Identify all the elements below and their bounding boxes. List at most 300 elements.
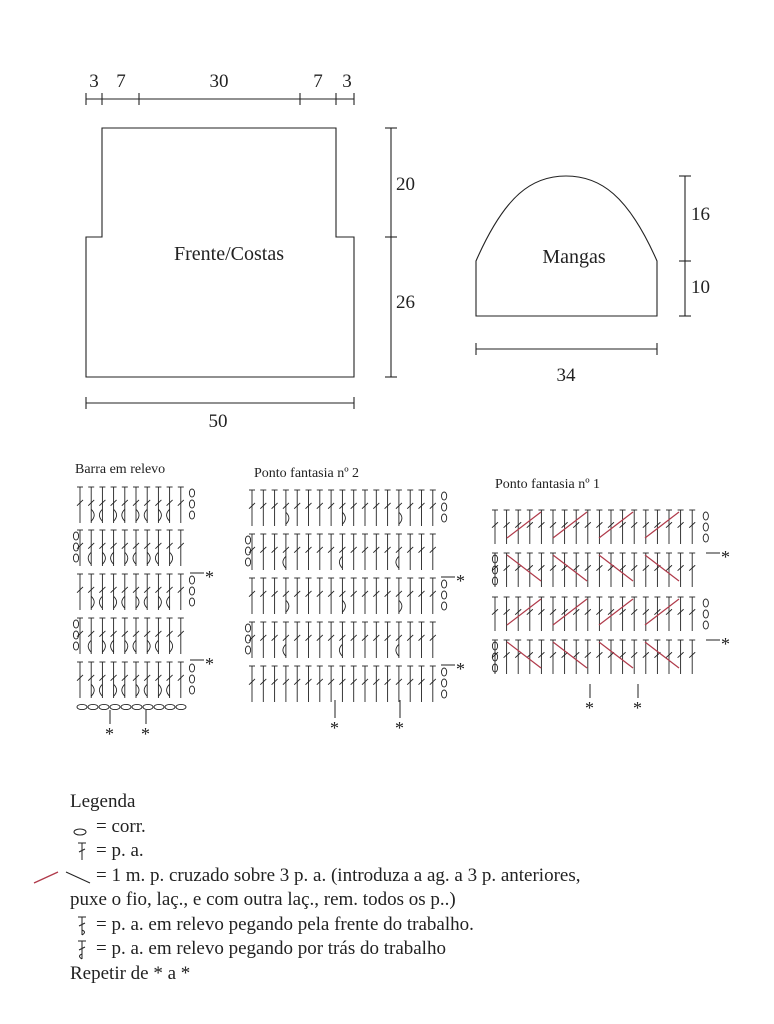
dc-stitch <box>373 578 379 614</box>
dc-stitch <box>631 640 637 674</box>
legend-cruzado-continued: puxe o fio, laç., e com outra laç., rem. todos os p..) <box>70 889 456 910</box>
dc-stitch <box>339 666 345 702</box>
repeat-star: * <box>585 698 594 718</box>
dc-stitch <box>666 510 672 544</box>
dc-stitch <box>122 487 128 523</box>
dc-stitch <box>122 662 128 698</box>
dc-stitch <box>144 487 150 523</box>
crossed-stitch <box>645 555 679 581</box>
legend-cruzado-text: = 1 m. p. cruzado sobre 3 p. a. (introduza a ag. a 3 p. anteriores, <box>96 864 581 886</box>
dc-stitch <box>111 618 117 654</box>
dc-stitch <box>272 534 278 570</box>
crossed-stitch <box>599 512 633 538</box>
dc-stitch <box>167 530 173 566</box>
dc-stitch <box>328 534 334 570</box>
chain-stitch <box>143 704 153 709</box>
sleeve-label: Mangas <box>542 246 606 268</box>
dc-stitch <box>527 553 533 587</box>
dc-stitch <box>631 597 637 631</box>
dc-stitch <box>167 487 173 523</box>
dc-stitch <box>328 666 334 702</box>
chain-stitch <box>442 591 447 599</box>
dc-stitch <box>77 662 83 698</box>
dc-stitch <box>419 490 425 526</box>
dc-stitch <box>306 534 312 570</box>
dc-stitch <box>373 534 379 570</box>
repeat-star: * <box>395 718 404 738</box>
crossed-stitch <box>599 642 633 668</box>
chain-stitch <box>132 704 142 709</box>
legend-relevo-tras <box>70 937 760 962</box>
dc-stitch <box>99 618 105 654</box>
dc-stitch <box>620 640 626 674</box>
chain-stitch <box>73 543 78 551</box>
chain-stitch <box>189 598 194 606</box>
crossed-stitch <box>553 599 587 625</box>
dc-stitch <box>620 510 626 544</box>
dc-stitch <box>260 490 266 526</box>
dc-stitch <box>527 510 533 544</box>
dc-stitch <box>88 487 94 523</box>
dc-stitch <box>339 622 345 658</box>
dc-stitch <box>306 578 312 614</box>
dc-stitch <box>178 487 184 523</box>
dc-stitch <box>178 530 184 566</box>
dc-stitch <box>362 622 368 658</box>
dc-stitch <box>407 622 413 658</box>
dc-stitch <box>385 534 391 570</box>
legend-title: Legenda <box>70 791 136 812</box>
legend-pa-text: = p. a. <box>96 840 144 861</box>
dc-stitch <box>88 618 94 654</box>
dc-stitch <box>562 640 568 674</box>
chain-stitch <box>189 686 194 694</box>
dim-top-4: 7 <box>313 71 323 92</box>
dc-stitch <box>666 553 672 587</box>
chain-stitch <box>189 587 194 595</box>
dc-stitch <box>317 622 323 658</box>
dc-stitch <box>272 666 278 702</box>
dc-stitch <box>631 510 637 544</box>
dc-stitch <box>419 622 425 658</box>
dc-stitch <box>678 510 684 544</box>
dc-stitch <box>430 490 436 526</box>
dc-stitch <box>351 622 357 658</box>
dc-stitch <box>249 578 255 614</box>
chain-stitch <box>703 621 708 629</box>
dc-stitch <box>155 530 161 566</box>
dc-stitch <box>504 597 510 631</box>
dc-stitch <box>317 578 323 614</box>
dc-stitch <box>339 534 345 570</box>
dc-stitch <box>678 597 684 631</box>
dc-stitch <box>504 640 510 674</box>
dc-stitch <box>77 487 83 523</box>
chain-stitch <box>77 704 87 709</box>
dc-stitch <box>550 553 556 587</box>
dc-stitch <box>689 553 695 587</box>
dc-stitch <box>178 574 184 610</box>
chain-stitch <box>442 690 447 698</box>
dc-stitch <box>538 640 544 674</box>
chain-stitch <box>703 534 708 542</box>
dc-stitch <box>133 618 139 654</box>
legend-corr-text: = corr. <box>96 815 146 837</box>
repeat-star: * <box>456 659 465 679</box>
chain-stitch <box>110 704 120 709</box>
dc-stitch <box>306 622 312 658</box>
dc-stitch <box>155 487 161 523</box>
chain-stitch <box>442 679 447 687</box>
dc-stitch <box>396 666 402 702</box>
dc-stitch <box>407 490 413 526</box>
dc-stitch <box>351 490 357 526</box>
dc-stitch <box>562 553 568 587</box>
crossed-stitch <box>599 599 633 625</box>
dc-stitch <box>88 574 94 610</box>
dc-stitch <box>111 574 117 610</box>
dc-stitch <box>573 640 579 674</box>
dc-stitch <box>689 597 695 631</box>
chain-stitch <box>245 558 250 566</box>
legend-relevo-frente <box>70 913 760 938</box>
dc-stitch <box>666 597 672 631</box>
dc-stitch <box>283 490 289 526</box>
dc-stitch <box>155 618 161 654</box>
dc-stitch <box>643 510 649 544</box>
dc-stitch <box>99 574 105 610</box>
dc-stitch <box>419 578 425 614</box>
chain-stitch <box>73 642 78 650</box>
dc-stitch <box>492 510 498 544</box>
chain-stitch <box>165 704 175 709</box>
crossed-stitch <box>645 642 679 668</box>
dc-stitch <box>585 640 591 674</box>
chain-stitch <box>154 704 164 709</box>
dc-stitch <box>328 490 334 526</box>
dc-stitch <box>596 510 602 544</box>
dim-top-1: 3 <box>89 71 99 92</box>
repeat-star: * <box>141 724 150 744</box>
dc-stitch <box>99 487 105 523</box>
dc-stitch <box>419 534 425 570</box>
crossed-stitch <box>645 599 679 625</box>
dc-stitch <box>167 662 173 698</box>
chain-stitch <box>442 514 447 522</box>
dc-stitch <box>155 662 161 698</box>
dc-stitch <box>596 553 602 587</box>
chain-stitch <box>176 704 186 709</box>
dc-stitch <box>339 490 345 526</box>
chain-stitch <box>73 631 78 639</box>
chain-stitch <box>189 500 194 508</box>
dc-stitch <box>283 534 289 570</box>
dc-stitch <box>407 534 413 570</box>
dc-stitch <box>585 553 591 587</box>
crossed-stitch <box>553 555 587 581</box>
dc-stitch <box>167 618 173 654</box>
dc-stitch <box>396 534 402 570</box>
fantasia1-title: Ponto fantasia nº 1 <box>495 477 601 492</box>
legend-pa <box>70 839 760 864</box>
chain-stitch <box>245 624 250 632</box>
crossed-stitch <box>599 555 633 581</box>
dc-stitch <box>492 597 498 631</box>
dc-stitch <box>596 640 602 674</box>
dc-stitch <box>339 578 345 614</box>
chain-stitch <box>121 704 131 709</box>
dc-stitch <box>492 553 498 587</box>
repeat-star: * <box>721 634 730 654</box>
dc-stitch <box>283 666 289 702</box>
chain-stitch <box>245 635 250 643</box>
body-width: 50 <box>208 411 228 432</box>
dc-stitch <box>144 574 150 610</box>
dc-stitch <box>527 640 533 674</box>
chain-stitch <box>703 512 708 520</box>
dc-stitch <box>362 666 368 702</box>
dc-stitch <box>133 662 139 698</box>
dc-stitch <box>689 510 695 544</box>
crossed-stitch <box>553 642 587 668</box>
dc-stitch <box>373 666 379 702</box>
dc-stitch <box>260 578 266 614</box>
dc-stitch <box>527 597 533 631</box>
chain-stitch <box>189 664 194 672</box>
dc-stitch <box>178 662 184 698</box>
dc-stitch <box>155 574 161 610</box>
dc-stitch <box>573 510 579 544</box>
dc-stitch <box>272 490 278 526</box>
dc-stitch <box>643 640 649 674</box>
chain-stitch <box>442 668 447 676</box>
dc-stitch <box>430 578 436 614</box>
chain-stitch <box>442 492 447 500</box>
dc-stitch <box>385 666 391 702</box>
repeat-star: * <box>456 571 465 591</box>
dc-stitch <box>678 640 684 674</box>
dc-stitch <box>294 578 300 614</box>
dc-stitch <box>260 622 266 658</box>
dc-stitch <box>407 578 413 614</box>
repeat-star: * <box>105 724 114 744</box>
legend-relevo-frente-text: = p. a. em relevo pegando pela frente do trabalho. <box>96 913 474 935</box>
dc-stitch <box>317 666 323 702</box>
dc-stitch <box>492 640 498 674</box>
dc-stitch <box>550 510 556 544</box>
dc-stitch <box>396 490 402 526</box>
dc-stitch <box>385 622 391 658</box>
chain-stitch <box>189 511 194 519</box>
chain-stitch <box>189 576 194 584</box>
dim-top-5: 3 <box>342 71 352 92</box>
dc-stitch <box>144 618 150 654</box>
dc-stitch <box>111 662 117 698</box>
dc-stitch <box>77 574 83 610</box>
dc-stitch <box>272 622 278 658</box>
crossed-stitch <box>553 512 587 538</box>
chain-stitch <box>189 489 194 497</box>
dc-stitch <box>430 534 436 570</box>
dc-stitch <box>249 666 255 702</box>
dc-stitch <box>294 534 300 570</box>
chart-barra-em-relevo <box>73 487 194 710</box>
dc-stitch <box>328 622 334 658</box>
chain-stitch <box>99 704 109 709</box>
dc-stitch <box>88 662 94 698</box>
repeat-star: * <box>330 718 339 738</box>
dc-stitch <box>317 490 323 526</box>
dc-stitch <box>178 618 184 654</box>
dc-stitch <box>608 640 614 674</box>
dc-stitch <box>396 622 402 658</box>
dc-stitch <box>351 534 357 570</box>
dc-stitch <box>122 618 128 654</box>
repeat-markers <box>110 553 720 724</box>
dc-stitch <box>144 530 150 566</box>
sleeve-width: 34 <box>556 365 576 386</box>
dc-stitch <box>362 578 368 614</box>
dc-stitch <box>362 534 368 570</box>
dc-stitch <box>608 553 614 587</box>
chain-stitch <box>703 599 708 607</box>
dc-stitch <box>689 640 695 674</box>
dc-stitch <box>133 487 139 523</box>
chain-stitch <box>245 536 250 544</box>
chain-stitch <box>189 675 194 683</box>
legend-cruzado <box>70 864 760 889</box>
chain-stitch <box>703 610 708 618</box>
body-label: Frente/Costas <box>174 243 284 265</box>
dc-stitch <box>620 553 626 587</box>
dc-stitch <box>504 553 510 587</box>
repeat-star: * <box>205 654 214 674</box>
chain-stitch <box>442 503 447 511</box>
dc-stitch <box>111 487 117 523</box>
dc-stitch <box>144 662 150 698</box>
dc-stitch <box>249 490 255 526</box>
dc-stitch <box>373 622 379 658</box>
dc-stitch <box>515 640 521 674</box>
crossed-stitch <box>507 642 541 668</box>
chart-ponto-fantasia-1 <box>492 510 708 674</box>
fantasia2-title: Ponto fantasia nº 2 <box>254 466 360 481</box>
dc-stitch <box>596 597 602 631</box>
dc-stitch <box>122 574 128 610</box>
repeat-star: * <box>721 547 730 567</box>
dc-stitch <box>654 553 660 587</box>
dc-stitch <box>550 640 556 674</box>
chain-stitch <box>73 554 78 562</box>
chain-stitch <box>245 646 250 654</box>
dc-stitch <box>396 578 402 614</box>
chain-stitch <box>73 532 78 540</box>
dc-stitch <box>643 597 649 631</box>
chain-stitch <box>703 523 708 531</box>
dc-stitch <box>294 666 300 702</box>
dc-stitch <box>538 553 544 587</box>
repeat-star: * <box>633 698 642 718</box>
chain-stitch <box>73 620 78 628</box>
dc-stitch <box>515 510 521 544</box>
dc-stitch <box>538 597 544 631</box>
dc-stitch <box>351 578 357 614</box>
dc-stitch <box>515 553 521 587</box>
dc-stitch <box>515 597 521 631</box>
dc-stitch <box>88 530 94 566</box>
body-height-lower: 26 <box>396 292 415 313</box>
dc-stitch <box>328 578 334 614</box>
dc-stitch <box>351 666 357 702</box>
dc-stitch <box>111 530 117 566</box>
dc-stitch <box>294 490 300 526</box>
legend <box>70 790 760 986</box>
dc-stitch <box>430 666 436 702</box>
chain-stitch <box>442 580 447 588</box>
dc-stitch <box>643 553 649 587</box>
dc-stitch <box>585 597 591 631</box>
dc-stitch <box>385 490 391 526</box>
dc-stitch <box>373 490 379 526</box>
chart-ponto-fantasia-2 <box>245 490 446 702</box>
dc-stitch <box>631 553 637 587</box>
dc-stitch <box>283 622 289 658</box>
dc-stitch <box>430 622 436 658</box>
dc-stitch <box>538 510 544 544</box>
dc-stitch <box>504 510 510 544</box>
dc-stitch <box>99 530 105 566</box>
sleeve-height-lower: 10 <box>691 277 710 298</box>
body-height-upper: 20 <box>396 174 415 195</box>
dc-stitch <box>407 666 413 702</box>
dc-stitch <box>573 553 579 587</box>
chain-stitch <box>245 547 250 555</box>
legend-corr <box>70 815 760 840</box>
dc-stitch <box>122 530 128 566</box>
dc-stitch <box>260 666 266 702</box>
crossed-stitch <box>645 512 679 538</box>
dc-stitch <box>306 490 312 526</box>
dc-stitch <box>272 578 278 614</box>
dc-stitch <box>654 640 660 674</box>
dc-stitch <box>419 666 425 702</box>
dc-stitch <box>385 578 391 614</box>
dc-stitch <box>283 578 289 614</box>
crossed-stitch <box>507 555 541 581</box>
dc-stitch <box>620 597 626 631</box>
dim-top-2: 7 <box>116 71 126 92</box>
dc-stitch <box>133 530 139 566</box>
dc-stitch <box>678 553 684 587</box>
dc-stitch <box>167 574 173 610</box>
dc-stitch <box>585 510 591 544</box>
dc-stitch <box>573 597 579 631</box>
dc-stitch <box>362 490 368 526</box>
dim-top-3: 30 <box>209 71 229 92</box>
chain-stitch <box>442 602 447 610</box>
dc-stitch <box>666 640 672 674</box>
dc-stitch <box>260 534 266 570</box>
dc-stitch <box>306 666 312 702</box>
legend-relevo-tras-text: = p. a. em relevo pegando por trás do trabalho <box>96 938 446 959</box>
crossed-stitch <box>507 599 541 625</box>
barra-title: Barra em relevo <box>75 462 166 477</box>
crossed-stitch <box>507 512 541 538</box>
sleeve-height-upper: 16 <box>691 204 710 225</box>
dc-stitch <box>99 662 105 698</box>
dc-stitch <box>317 534 323 570</box>
repeat-star: * <box>205 567 214 587</box>
